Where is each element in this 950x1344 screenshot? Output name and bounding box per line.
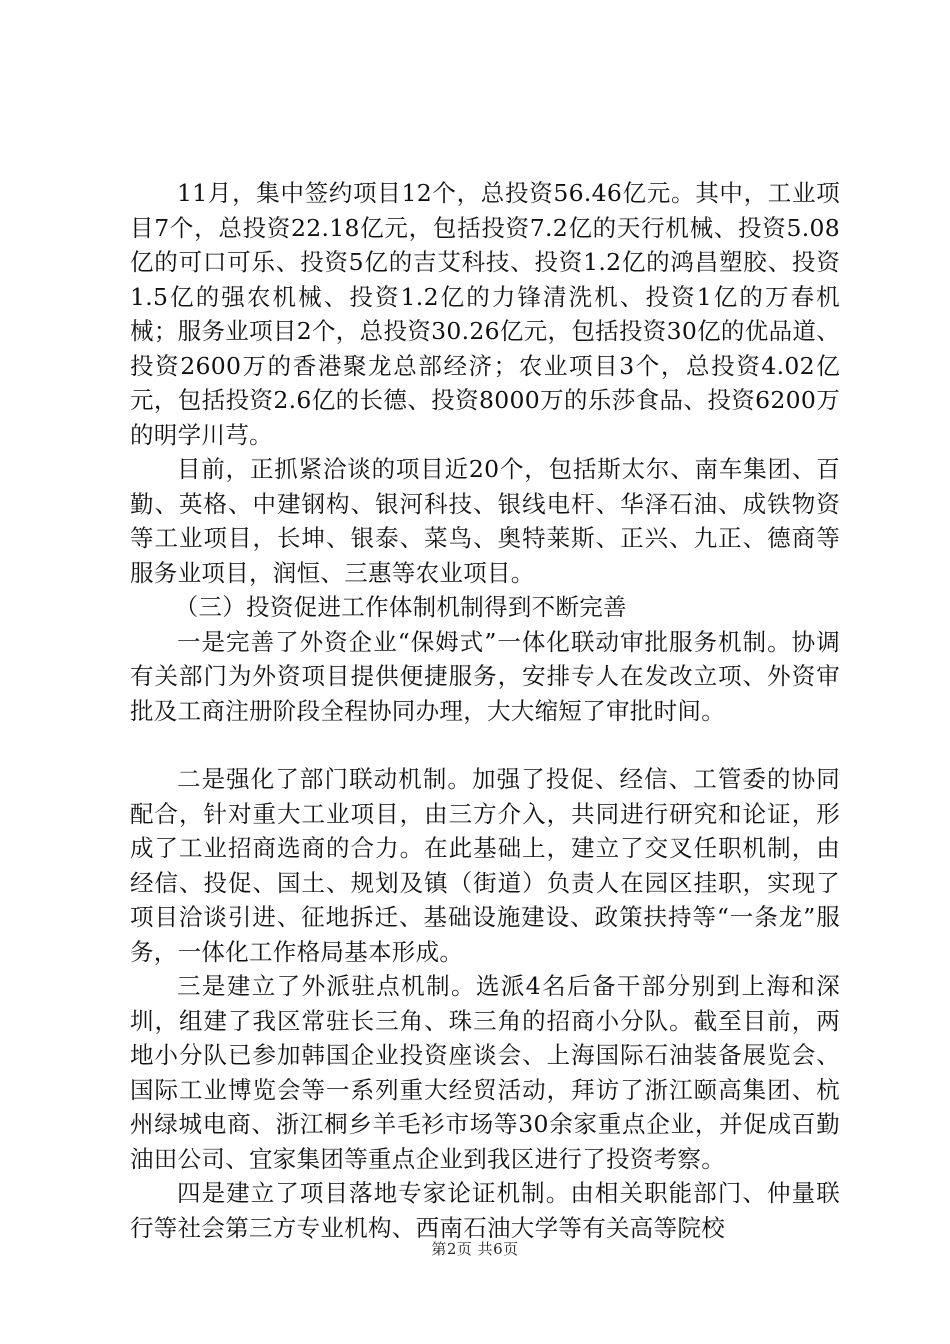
paragraph-department-linkage: 二是强化了部门联动机制。加强了投促、经信、工管委的协同配合，针对重大工业项目，由三方介入，共同进行研究和论证，形成了工业招商选商的合力。在此基础上，建立了交叉任职机制，由经信、投促、国土、规划及镇（街道）负责人在园区挂职，实现了项目洽谈引进、征地拆迁、基础设施建设、政策扶持等“一条龙”服务，一体化工作格局基本形成。 (130, 765, 840, 966)
section-heading: （三）投资促进工作体制机制得到不断完善 (174, 593, 627, 621)
paragraph-outposts: 三是建立了外派驻点机制。选派4名后备干部分别到上海和深圳，组建了我区常驻长三角、珠三角的招商小分队。截至目前，两地小分队已参加韩国企业投资座谈会、上海国际石油装备展览会、国际工业博览会等一系列重大经贸活动，拜访了浙江颐高集团、杭州绿城电商、浙江桐乡羊毛衫市场等30余家重点企业，并促成百勤油田公司、宜家集团等重点企业到我区进行了投资考察。 (130, 972, 840, 1173)
paragraph-expert-review: 四是建立了项目落地专家论证机制。由相关职能部门、仲量联行等社会第三方专业机构、西南石油大学等有关高等院校 (130, 1179, 840, 1242)
document-body (130, 176, 840, 1245)
page-number: 第2页 共6页 (431, 1240, 519, 1258)
paragraph-signed-projects: 11月，集中签约项目12个，总投资56.46亿元。其中，工业项目7个，总投资22.18亿元，包括投资7.2亿的天行机械、投资5.08亿的可口可乐、投资5亿的吉艾科技、投资1.2亿的鸿昌塑胶、投资1.5亿的强农机械、投资1.2亿的力锋清洗机、投资1亿的万春机械；服务业项目2个，总投资30.26亿元，包括投资30亿的优品道、投资2600万的香港聚龙总部经济；农业项目3个，总投资4.02亿元，包括投资2.6亿的长德、投资8000万的乐莎食品、投资6200万的明学川芎。 (130, 179, 840, 449)
paragraph-negotiating-projects: 目前，正抓紧洽谈的项目近20个，包括斯太尔、南车集团、百勤、英格、中建钢构、银河科技、银线电杆、华泽石油、成铁物资等工业项目，长坤、银泰、菜鸟、奥特莱斯、正兴、九正、德商等服务业项目，润恒、三惠等农业项目。 (130, 455, 840, 587)
paragraph-approval-mechanism: 一是完善了外资企业“保姆式”一体化联动审批服务机制。协调有关部门为外资项目提供便捷服务，安排专人在发改立项、外资审批及工商注册阶段全程协同办理，大大缩短了审批时间。 (130, 627, 840, 725)
